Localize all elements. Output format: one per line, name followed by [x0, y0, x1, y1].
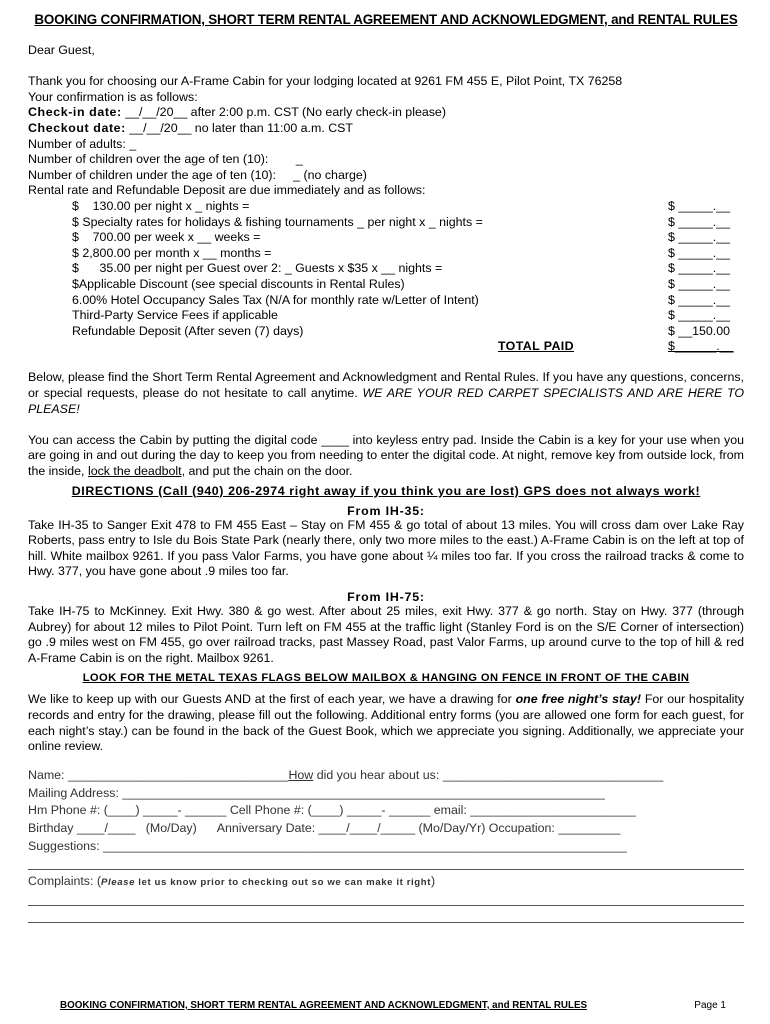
- access-paragraph: [28, 433, 744, 480]
- checkout-value: __/__/20__ no later than 11:00 a.m. CST: [125, 120, 353, 135]
- complaints-label: Complaints: (: [28, 873, 101, 888]
- document-title: BOOKING CONFIRMATION, SHORT TERM RENTAL AGREEMENT AND ACKNOWLEDGMENT, and RENTAL RULES: [34, 12, 738, 27]
- suggestions-line[interactable]: [28, 856, 744, 870]
- rate-amount: $ _____.__: [668, 230, 731, 245]
- complaints-please: Please: [101, 876, 136, 888]
- page-footer: [60, 1000, 726, 1011]
- access-text: You can access the Cabin by putting the digital code ____ into keyless entry pad. Inside the Cabin is a key for your use when you are going in and out during the day to keep you from needing to enter the digital code. At night, remove key from outside lock, from the inside,: [28, 432, 744, 479]
- complaints-field[interactable]: [28, 873, 744, 892]
- drawing-text-rest: For our hospitality records and entry for the drawing, please fill out the following. Additional entry forms (you are allowed one form for each guest, for each night’s stay.) can be found in the back of the Guest Book, which we appreciate you signing. Additionally, we appreciate your online review.: [28, 692, 745, 754]
- rate-row: [72, 293, 744, 309]
- rate-description: 6.00% Hotel Occupancy Sales Tax (N/A for monthly rate w/Letter of Intent): [72, 292, 479, 307]
- rate-amount: $ _____.__: [668, 198, 731, 213]
- total-label: TOTAL PAID: [497, 339, 574, 354]
- rate-description: $ Specialty rates for holidays & fishing tournaments _ per night x _ nights =: [72, 214, 483, 229]
- rate-row: [72, 261, 744, 277]
- complaints-close: ): [431, 873, 436, 888]
- rate-row: [72, 215, 744, 231]
- rate-amount: $ _____.__: [668, 245, 731, 260]
- birthday-anniversary-field[interactable]: Birthday ____/____ (Mo/Day) Anniversary Date: ____/____/_____ (Mo/Day/Yr) Occupation: _________: [28, 821, 621, 836]
- from-ih35-heading: From IH-35:: [347, 503, 425, 518]
- phone-email-field[interactable]: Hm Phone #: (____) _____- ______ Cell Phone #: (____) _____- ______ email: ________________________: [28, 803, 636, 818]
- intro-confirmation: Your confirmation is as follows:: [28, 89, 198, 104]
- complaints-line-2[interactable]: [28, 909, 744, 923]
- rate-row: [72, 230, 744, 246]
- rate-amount: $ _____.__: [668, 214, 731, 229]
- rate-row: [72, 308, 744, 324]
- rate-amount: $ _____.__: [668, 276, 731, 291]
- rate-row: [72, 324, 744, 340]
- from-ih35-directions: Take IH-35 to Sanger Exit 478 to FM 455 East – Stay on FM 455 & go total of about 13 miles. You will cross dam over Lake Ray Roberts, pass entry to Isle du Bois State Park (nearly there, only two more miles to the east.) A-Frame Cabin is on the left at top of hill. White mailbox 9261. If you pass Valor Farms, you have gone about ¼ miles too far. If you cross the railroad tracks & come to Hwy. 377, you have gone about .9 miles too far.: [28, 517, 744, 579]
- name-field[interactable]: [28, 767, 744, 785]
- rate-description: Refundable Deposit (After seven (7) days): [72, 323, 304, 338]
- rate-description: Third-Party Service Fees if applicable: [72, 308, 278, 323]
- rate-description: $ 130.00 per night x _ nights =: [72, 198, 250, 213]
- how-label: How: [288, 767, 314, 782]
- lock-deadbolt-text: lock the deadbolt,: [87, 464, 186, 479]
- red-carpet-text: WE ARE YOUR RED CARPET SPECIALISTS AND ARE HERE TO PLEASE!: [28, 386, 744, 416]
- suggestions-field[interactable]: Suggestions: ____________________________________________________________________________: [28, 838, 627, 853]
- total-row: [72, 339, 744, 355]
- intro-line: Thank you for choosing our A-Frame Cabin for your lodging located at 9261 FM 455 E, Pilot Point, TX 76258: [28, 74, 623, 89]
- below-text: Below, please find the Short Term Rental Agreement and Acknowledgment and Rental Rules. If you have any questions, concerns, or special requests, please do not hesitate to call anytime.: [28, 370, 744, 401]
- checkin-label: Check-in date:: [28, 105, 122, 120]
- document-page: [28, 12, 744, 926]
- rate-amount: $ _____.__: [668, 308, 731, 323]
- complaints-note: [101, 877, 431, 888]
- rental-rate-intro: Rental rate and Refundable Deposit are due immediately and as follows:: [28, 183, 426, 198]
- mailing-address-field[interactable]: Mailing Address: ______________________________________________________________________: [28, 785, 605, 800]
- complaints-note-text: let us know prior to checking out so we can make it right: [135, 876, 432, 888]
- footer-title: BOOKING CONFIRMATION, SHORT TERM RENTAL AGREEMENT AND ACKNOWLEDGMENT, and RENTAL RULES: [60, 1000, 588, 1011]
- rate-amount: $ _____.__: [668, 292, 731, 307]
- access-text-end: and put the chain on the door.: [185, 464, 353, 479]
- rate-description: $ 35.00 per night per Guest over 2: _ Guests x $35 x __ nights =: [72, 261, 443, 276]
- rate-row: [72, 246, 744, 262]
- rate-table: [72, 199, 744, 355]
- drawing-text: We like to keep up with our Guests AND at the first of each year, we have a drawing for: [28, 692, 516, 707]
- adults-line: Number of adults: _: [28, 136, 137, 151]
- directions-heading: DIRECTIONS (Call (940) 206-2974 right away if you think you are lost) GPS does not always work!: [71, 483, 701, 498]
- how-rest: did you hear about us: ________________________________: [313, 767, 664, 782]
- rate-description: $ 700.00 per week x __ weeks =: [72, 230, 261, 245]
- checkout-line: [28, 121, 744, 137]
- rate-amount: $ _____.__: [668, 261, 731, 276]
- total-amount: $______.__: [668, 339, 734, 354]
- rate-description: $Applicable Discount (see special discounts in Rental Rules): [72, 276, 405, 291]
- greeting: Dear Guest,: [28, 43, 95, 57]
- rate-row: [72, 277, 744, 293]
- checkin-line: [28, 105, 744, 121]
- page-number: Page 1: [694, 1000, 726, 1011]
- rate-description: $ 2,800.00 per month x __ months =: [72, 245, 272, 260]
- below-paragraph: [28, 370, 744, 417]
- rate-row: [72, 199, 744, 215]
- complaints-line-1[interactable]: [28, 892, 744, 906]
- guest-form: [28, 767, 744, 923]
- free-night-text: one free night’s stay!: [515, 692, 642, 707]
- name-line: Name: ________________________________: [28, 767, 289, 782]
- checkin-value: __/__/20__ after 2:00 p.m. CST (No early check-in please): [121, 105, 446, 120]
- from-ih75-directions: Take IH-75 to McKinney. Exit Hwy. 380 & go west. After about 25 miles, exit Hwy. 377 & go north. Stay on Hwy. 377 (through Aubrey) for about 12 miles to Pilot Point. Turn left on FM 455 at the traffic light (Stanley Ford is on the S/E Corner of intersection) go .9 miles west on FM 455, go over railroad tracks, past Massey Road, past Valor Farms, up around curve to the top of hill & red A-Frame Cabin is on the right. Mailbox 9261.: [28, 604, 744, 665]
- children-over-line: Number of children over the age of ten (10): _: [28, 152, 303, 167]
- flags-notice: LOOK FOR THE METAL TEXAS FLAGS BELOW MAILBOX & HANGING ON FENCE IN FRONT OF THE CABIN: [82, 672, 690, 685]
- checkout-label: Checkout date:: [28, 120, 126, 135]
- from-ih75-heading: From IH-75:: [347, 590, 425, 604]
- rate-amount: $ __150.00: [668, 323, 731, 338]
- children-under-line: Number of children under the age of ten (10): _ (no charge): [28, 167, 367, 182]
- drawing-paragraph: [28, 692, 744, 754]
